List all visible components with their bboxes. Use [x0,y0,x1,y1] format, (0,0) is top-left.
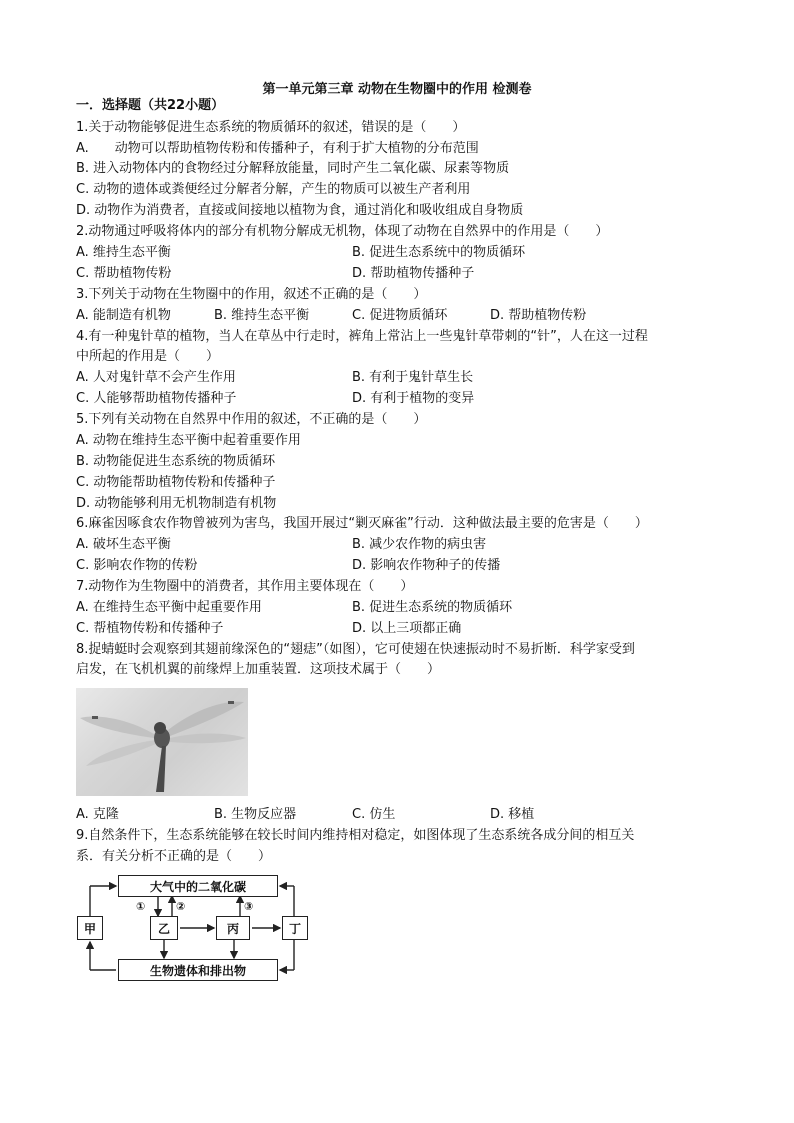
box-bing: 丙 [216,916,250,940]
label-1: ① [136,900,146,913]
q1-option-a: A. 动物可以帮助植物传粉和传播种子，有利于扩大植物的分布范围 [76,141,479,156]
q1-option-d: D. 动物作为消费者，直接或间接地以植物为食，通过消化和吸收组成自身物质 [76,203,524,218]
question-2: 2.动物通过呼吸将体内的部分有机物分解成无机物，体现了动物在自然界中的作用是（ ） [76,224,609,239]
q5-option-a: A. 动物在维持生态平衡中起着重要作用 [76,433,301,448]
question-9: 9.自然条件下，生态系统能够在较长时间内维持相对稳定，如图体现了生态系统各成分间的相互关 [76,828,635,843]
q2-option-c: C. 帮助植物传粉 [76,266,172,281]
q6-option-a: A. 破坏生态平衡 [76,537,171,552]
question-4-cont: 中所起的作用是（ ） [76,349,220,364]
q6-option-b: B. 减少农作物的病虫害 [352,537,487,552]
question-6: 6.麻雀因啄食农作物曾被列为害鸟，我国开展过“剿灭麻雀”行动．这种做法最主要的危害是（ ） [76,516,648,531]
dragonfly-icon [76,688,248,796]
question-8-cont: 启发，在飞机机翼的前缘焊上加重装置．这项技术属于（ ） [76,662,441,677]
question-7: 7.动物作为生物圈中的消费者，其作用主要体现在（ ） [76,579,414,594]
q3-option-a: A. 能制造有机物 [76,308,171,323]
question-4: 4.有一种鬼针草的植物，当人在草丛中行走时，裤角上常沾上一些鬼针草带刺的“针”，人在这一过程 [76,329,648,344]
question-5: 5.下列有关动物在自然界中作用的叙述，不正确的是（ ） [76,412,427,427]
q2-option-d: D. 帮助植物传播种子 [352,266,475,281]
box-jia: 甲 [77,916,103,940]
question-9-cont: 系．有关分析不正确的是（ ） [76,849,272,864]
section-heading: 一．选择题（共22小题） [76,98,225,113]
q7-option-a: A. 在维持生态平衡中起重要作用 [76,600,262,615]
q7-option-c: C. 帮植物传粉和传播种子 [76,621,224,636]
dragonfly-photo [76,688,248,796]
page-title: 第一单元第三章 动物在生物圈中的作用 检测卷 [262,82,532,97]
q7-option-d: D. 以上三项都正确 [352,621,462,636]
q2-option-b: B. 促进生态系统中的物质循环 [352,245,526,260]
q8-option-d: D. 移植 [490,807,535,822]
q4-option-d: D. 有利于植物的变异 [352,391,475,406]
box-ding: 丁 [282,916,308,940]
question-8: 8.捉蜻蜓时会观察到其翅前缘深色的“翅痣”（如图），它可使翅在快速振动时不易折断．科学家受到 [76,642,635,657]
q6-option-d: D. 影响农作物种子的传播 [352,558,501,573]
q4-option-a: A. 人对鬼针草不会产生作用 [76,370,236,385]
question-1: 1.关于动物能够促进生态系统的物质循环的叙述，错误的是（ ） [76,120,466,135]
label-3: ③ [244,900,254,913]
question-3: 3.下列关于动物在生物圈中的作用，叙述不正确的是（ ） [76,287,427,302]
atmosphere-co2-box: 大气中的二氧化碳 [118,875,278,897]
ecosystem-diagram [76,872,314,984]
q4-option-b: B. 有利于鬼针草生长 [352,370,474,385]
label-2: ② [176,900,186,913]
q3-option-c: C. 促进物质循环 [352,308,448,323]
q8-option-b: B. 生物反应器 [214,807,297,822]
q8-option-a: A. 克隆 [76,807,119,822]
q5-option-d: D. 动物能够利用无机物制造有机物 [76,496,277,511]
q6-option-c: C. 影响农作物的传粉 [76,558,198,573]
q5-option-c: C. 动物能帮助植物传粉和传播种子 [76,475,276,490]
q3-option-d: D. 帮助植物传粉 [490,308,587,323]
q1-option-b: B. 进入动物体内的食物经过分解释放能量，同时产生二氧化碳、尿素等物质 [76,161,510,176]
q2-option-a: A. 维持生态平衡 [76,245,171,260]
box-yi: 乙 [150,916,178,940]
q5-option-b: B. 动物能促进生态系统的物质循环 [76,454,276,469]
q3-option-b: B. 维持生态平衡 [214,308,310,323]
q8-option-c: C. 仿生 [352,807,396,822]
q7-option-b: B. 促进生态系统的物质循环 [352,600,513,615]
q1-option-c: C. 动物的遗体或粪便经过分解者分解，产生的物质可以被生产者利用 [76,182,471,197]
q4-option-c: C. 人能够帮助植物传播种子 [76,391,237,406]
remains-box: 生物遗体和排出物 [118,959,278,981]
